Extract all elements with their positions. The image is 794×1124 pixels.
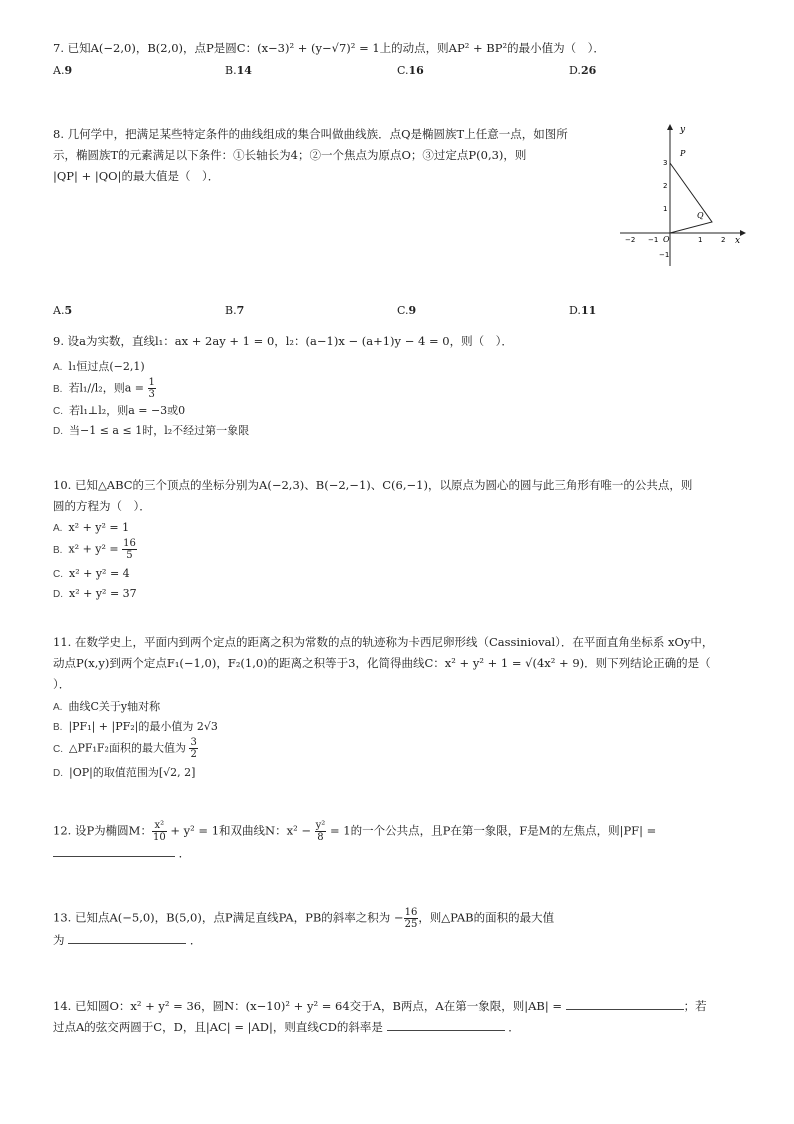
y-arrow: [667, 124, 673, 130]
option-b[interactable]: B. |PF₁| + |PF₂|的最小值为 2√3: [53, 720, 218, 733]
x-tick-2: 2: [721, 236, 726, 244]
answer-blank-ab[interactable]: [566, 997, 684, 1010]
option-d[interactable]: D. 当−1 ≤ a ≤ 1时，l₂不经过第一象限: [53, 424, 250, 437]
question-7-stem: 7. 已知A(−2,0)，B(2,0)，点P是圆C：(x−3)² + (y−√7)² = 1上的动点，则AP² + BP²的最小值为（ ）．: [53, 41, 605, 55]
question-9-options: [53, 357, 249, 441]
option-b[interactable]: B. 若l₁//l₂，则a = $\frac{1}{3}$: [53, 377, 155, 400]
option-d[interactable]: D. |OP|的取值范围为[√2, 2]: [53, 766, 196, 779]
point-q-label: Q: [697, 211, 704, 220]
y-tick-neg1: −1: [659, 251, 670, 259]
question-12-stem: 12. 设P为椭圆M： $\frac{\text{x²}}{10}$ + y² = 1和双曲线N：x² − $\frac{\text{y²}}{8}$ = 1的一个公共点，且P在第一象限，F是M的左焦点，则|PF| = ．: [53, 820, 657, 860]
question-11-options: [53, 697, 218, 783]
x-tick-neg2: −2: [625, 236, 636, 244]
answer-blank[interactable]: [53, 844, 175, 857]
option-b[interactable]: B. x² + y² = $\frac{16}{5}$: [53, 538, 136, 561]
y-axis-label: y: [680, 125, 686, 135]
option-c[interactable]: C.16: [397, 64, 424, 77]
question-9-stem: 9. 设a为实数，直线l₁：ax + 2ay + 1 = 0，l₂：(a−1)x − (a+1)y − 4 = 0，则（ ）．: [53, 334, 513, 348]
question-7-options: [53, 60, 743, 80]
triangle-opq: [670, 163, 712, 233]
option-a[interactable]: A. x² + y² = 1: [53, 521, 130, 534]
question-10-stem: 10. 已知△ABC的三个顶点的坐标分别为A(−2,3)、B(−2,−1)、C(6,−1)，以原点为圆心的圆与此三角形有唯一的公共点，则 圆的方程为（ ）．: [53, 478, 693, 513]
x-arrow: [740, 230, 746, 236]
option-a[interactable]: A. l₁恒过点(−2,1): [53, 360, 145, 373]
option-a[interactable]: A. 曲线C关于y轴对称: [53, 700, 161, 713]
option-a[interactable]: A.9: [53, 64, 73, 77]
x-axis-label: x: [735, 236, 741, 246]
question-10-options: [53, 518, 137, 604]
point-p-label: P: [680, 149, 686, 158]
question-8-options: [53, 300, 743, 320]
answer-blank-cd-slope[interactable]: [387, 1018, 505, 1031]
option-c[interactable]: C.9: [397, 304, 417, 317]
option-d[interactable]: D.11: [569, 304, 597, 317]
ellipse-family-figure: [618, 120, 748, 270]
option-d[interactable]: D.26: [569, 64, 597, 77]
option-c[interactable]: C. 若l₁⊥l₂，则a = −3或0: [53, 404, 186, 417]
question-13-stem: 13. 已知点A(−5,0)，B(5,0)，点P满足直线PA，PB的斜率之积为 − $\frac{16}{25}$ ，则△PAB的面积的最大值 为 ．: [53, 907, 555, 947]
option-b[interactable]: B.14: [225, 64, 252, 77]
y-tick-2: 2: [663, 182, 668, 190]
option-b[interactable]: B.7: [225, 304, 245, 317]
option-a[interactable]: A.5: [53, 304, 73, 317]
y-tick-3: 3: [663, 159, 668, 167]
option-c[interactable]: C. △PF₁F₂面积的最大值为 $\frac{3}{2}$: [53, 737, 197, 760]
origin-label: O: [663, 235, 670, 244]
question-11-stem: 11. 在数学史上，平面内到两个定点的距离之积为常数的点的轨迹称为卡西尼卵形线（Cassinioval）．在平面直角坐标系 xOy中， 动点P(x,y)到两个定点F₁(−1,0)，F₂(1,0)的距离之积等于3，化简得曲线C：x² + y² + 1 = √(4x² + 9)．则下列结论正确的是（ ）．: [53, 635, 714, 691]
question-14-stem: 14. 已知圆O：x² + y² = 36，圆N：(x−10)² + y² = 64交于A，B两点，A在第一象限，则|AB| = ；若 过点A的弦交两圆于C，D，且|AC| = |AD|，则直线CD的斜率是 ．: [53, 999, 707, 1034]
x-tick-neg1: −1: [648, 236, 659, 244]
x-tick-1: 1: [698, 236, 703, 244]
question-8-stem: 8. 几何学中，把满足某些特定条件的曲线组成的集合叫做曲线族．点Q是椭圆族T上任意一点，如图所 示，椭圆族T的元素满足以下条件：①长轴长为4；②一个焦点为原点O；③过定点P(0,3)，则 |QP| + |QO|的最大值是（ ）．: [53, 127, 568, 183]
y-tick-1: 1: [663, 205, 668, 213]
option-d[interactable]: D. x² + y² = 37: [53, 587, 137, 600]
option-c[interactable]: C. x² + y² = 4: [53, 567, 130, 580]
answer-blank[interactable]: [68, 931, 186, 944]
